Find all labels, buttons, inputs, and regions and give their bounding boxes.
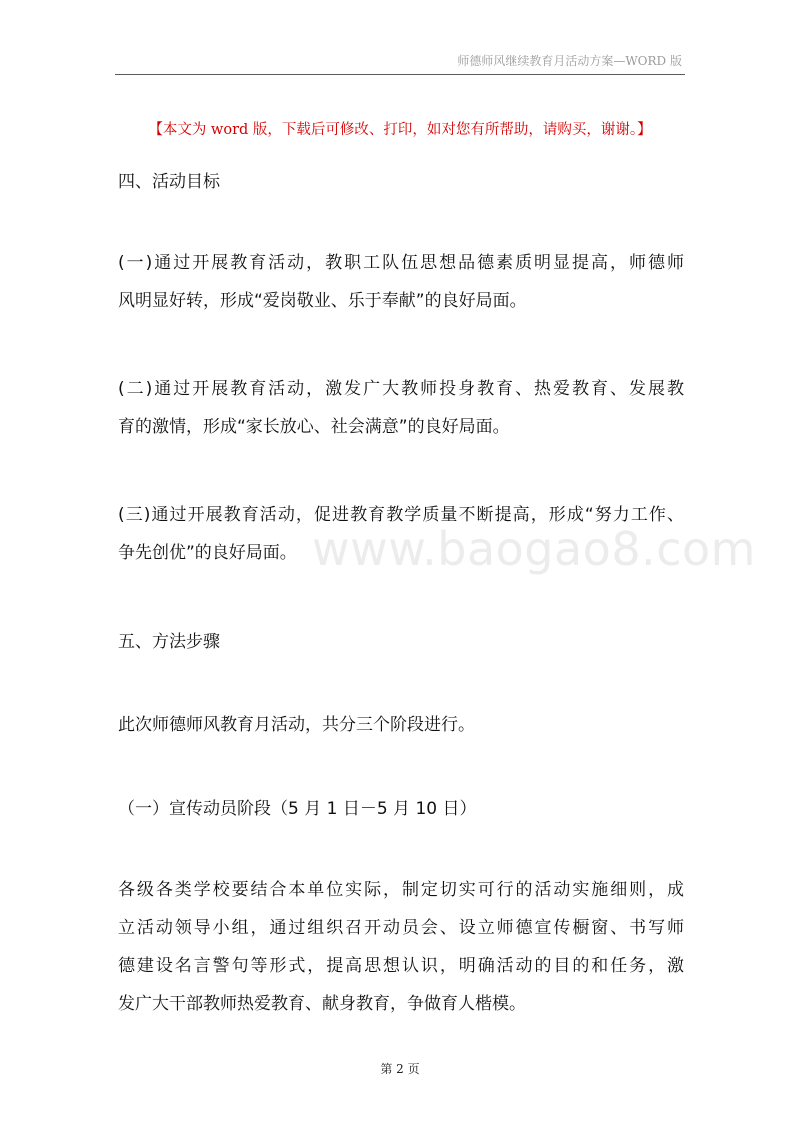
section-heading-text: 五、方法步骤 [118, 632, 220, 652]
goal-3-paragraph [118, 496, 684, 572]
methods-intro [118, 706, 684, 744]
paragraph-line: (三)通过开展教育活动，促进教育教学质量不断提高，形成“努力工作、 [118, 505, 684, 525]
header-divider [115, 74, 685, 75]
document-header-title: 师德师风继续教育月活动方案—WORD 版 [457, 54, 682, 68]
page-number: 第 2 页 [380, 1062, 420, 1076]
phase-1-paragraph [118, 871, 684, 1023]
paragraph-line: (一)通过开展教育活动，教职工队伍思想品德素质明显提高，师德师 [118, 253, 684, 273]
goal-2-paragraph [118, 370, 684, 446]
paragraph-line: (二)通过开展教育活动，激发广大教师投身教育、热爱教育、发展教 [118, 379, 684, 399]
download-notice: 【本文为 word 版，下载后可修改、打印，如对您有所帮助，请购买，谢谢。】 [148, 122, 652, 138]
phase-1-heading [118, 790, 684, 828]
paragraph-line: 此次师德师风教育月活动，共分三个阶段进行。 [118, 715, 475, 735]
section-heading-text: 四、活动目标 [118, 172, 220, 192]
section-4-heading [118, 163, 684, 201]
paragraph-line: 立活动领导小组，通过组织召开动员会、设立师德宣传橱窗、书写师 [118, 918, 684, 938]
paragraph-line: 风明显好转，形成“爱岗敬业、乐于奉献”的良好局面。 [118, 291, 527, 311]
paragraph-line: 争先创优”的良好局面。 [118, 543, 297, 563]
paragraph-line: 德建设名言警句等形式，提高思想认识，明确活动的目的和任务，激 [118, 956, 684, 976]
watermark-text: www.baogao8.com [312, 522, 756, 576]
paragraph-line: 育的激情，形成“家长放心、社会满意”的良好局面。 [118, 417, 510, 437]
goal-1-paragraph [118, 244, 684, 320]
subsection-heading-text: （一）宣传动员阶段（5 月 1 日－5 月 10 日） [118, 799, 477, 819]
paragraph-line: 发广大干部教师热爱教育、献身教育，争做育人楷模。 [118, 994, 526, 1014]
section-5-heading [118, 623, 684, 661]
paragraph-line: 各级各类学校要结合本单位实际，制定切实可行的活动实施细则，成 [118, 880, 684, 900]
